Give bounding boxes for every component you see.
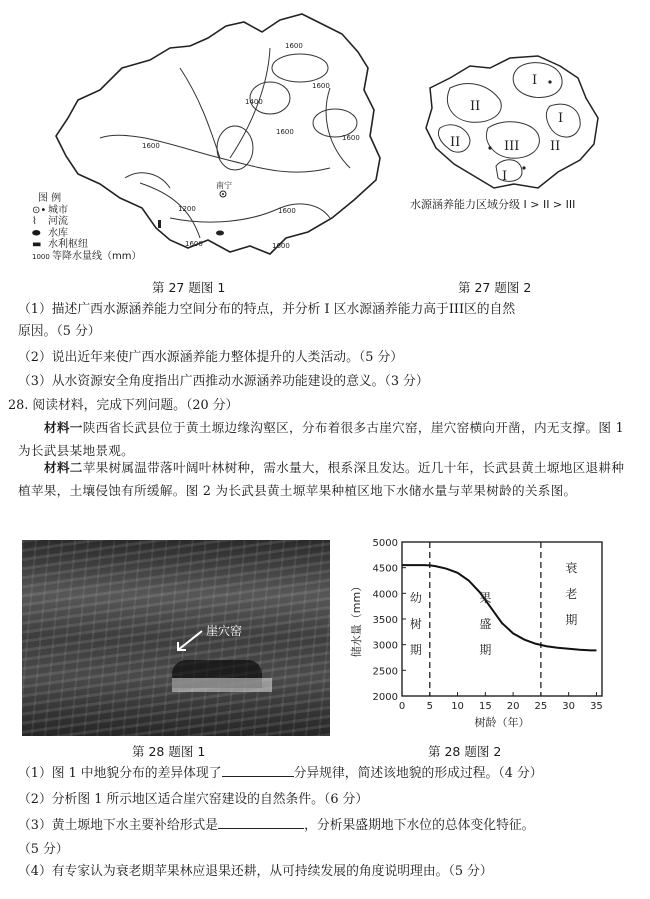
contour-label: 1600 (142, 142, 160, 150)
x-tick-label: 15 (478, 701, 492, 712)
q28-2: （2）分析图 1 所示地区适合崖穴窑建设的自然条件。（6 分） (18, 792, 369, 807)
zone-label: II (550, 139, 561, 154)
stage-label: 老 (565, 587, 578, 601)
cave-dwelling-photo (22, 540, 330, 736)
zone-note: 水源涵养能力区域分级 I > II > III (410, 198, 576, 211)
zone-label: II (470, 99, 481, 114)
material-1-label: 材料一 (44, 420, 83, 435)
fig28-1-caption: 第 28 题图 1 (132, 744, 206, 759)
dam-icon: ▬ (32, 239, 42, 250)
contour-label: 1600 (272, 242, 290, 250)
q27-1-line2: 原因。（5 分） (18, 324, 101, 339)
contour-label: 1400 (245, 98, 263, 106)
x-tick-label: 5 (426, 701, 433, 712)
stage-label: 果 (479, 591, 492, 605)
stage-label: 期 (479, 643, 492, 657)
contour-label: 1200 (178, 205, 196, 213)
q28-4: （4）有专家认为衰老期苹果林应退果还耕，从可持续发展的角度说明理由。（5 分） (18, 864, 493, 879)
cave-label: 崖穴窑 (206, 624, 243, 638)
y-tick-label: 4000 (372, 589, 398, 601)
y-tick-label: 2000 (372, 692, 398, 703)
y-tick-label: 4500 (372, 563, 398, 575)
stage-label: 衰 (565, 561, 578, 575)
contour-label: 1600 (285, 42, 303, 50)
stage-label: 幼 (409, 591, 422, 605)
storage-line (402, 565, 596, 650)
q28-1: （1）图 1 中地貌分布的差异体现了 分异规律，简述该地貌的形成过程。（4 分） (18, 766, 543, 781)
q27-2: （2）说出近年来使广西水源涵养能力整体提升的人类活动。（5 分） (18, 350, 404, 365)
material-2-text: 苹果树属温带落叶阔叶林树种，需水量大，根系深且发达。近几十年，长武县黄土塬地区退耕种植苹果，土壤侵蚀有所缓解。图 2 为长武县黄土塬苹果种植区地下水储水量与苹果树龄的关系图。 (18, 460, 625, 498)
contour-label: 1600 (312, 82, 330, 90)
legend-title: 图 例 (38, 193, 62, 204)
zone-label: I (502, 169, 508, 184)
x-axis-label: 树龄（年） (474, 716, 530, 729)
x-tick-label: 25 (534, 701, 548, 712)
y-tick-label: 3500 (372, 615, 398, 626)
fig28-2-caption: 第 28 题图 2 (428, 744, 502, 759)
y-axis-label: 储水量（mm） (350, 580, 363, 658)
y-tick-label: 5000 (372, 538, 398, 549)
q27-1-line1: （1）描述广西水源涵养能力空间分布的特点，并分析 I 区水源涵养能力高于III区的自然 (18, 302, 516, 317)
reservoir-icon: ⬬ (32, 227, 41, 239)
zone-label: I (558, 111, 564, 126)
groundwater-storage-chart (340, 534, 630, 734)
water-conservation-zone-map (410, 48, 615, 198)
city-icon: ⊙• (32, 204, 47, 216)
answer-blank (222, 764, 294, 777)
x-tick-label: 10 (451, 701, 464, 712)
material-2-label: 材料二 (44, 460, 83, 475)
contour-label: 1600 (185, 240, 203, 248)
q28-3-score: （5 分） (18, 842, 69, 857)
x-tick-label: 35 (590, 701, 603, 712)
stage-label: 期 (409, 643, 422, 657)
stage-label: 盛 (479, 617, 492, 631)
zone-label: I (532, 73, 538, 88)
contour-label: 1600 (278, 207, 296, 215)
q28-heading: 28. 阅读材料，完成下列问题。（20 分） (8, 398, 239, 413)
city-label: 南宁 (216, 181, 232, 190)
contour-label: 1600 (342, 134, 360, 142)
q28-3: （3）黄土塬地下水主要补给形式是 ，分析果盛期地下水位的总体变化特征。 (18, 818, 535, 833)
material-2 (18, 456, 626, 502)
fig27-2-caption: 第 27 题图 2 (458, 280, 532, 295)
zone-label: II (450, 135, 461, 150)
fig27-1-caption: 第 27 题图 1 (152, 280, 226, 295)
x-tick-label: 20 (506, 701, 520, 712)
stage-label: 树 (409, 617, 422, 631)
y-tick-label: 3000 (372, 640, 398, 652)
isohyet-icon: 1000 (32, 252, 50, 261)
answer-blank (218, 816, 304, 829)
stage-label: 期 (565, 613, 578, 627)
x-tick-label: 0 (398, 701, 406, 712)
q27-3: （3）从水资源安全角度指出广西推动水源涵养功能建设的意义。（3 分） (18, 374, 429, 389)
contour-label: 1600 (276, 128, 294, 136)
material-1-text: 陕西省长武县位于黄土塬边缘沟壑区，分布着很多古崖穴窑，崖穴窑横向开凿，内无支撑。图 1 为长武县某地景观。 (18, 420, 624, 458)
river-icon: ⌇ (32, 216, 37, 227)
x-tick-label: 30 (562, 701, 576, 712)
y-tick-label: 2500 (372, 666, 398, 678)
zone-label: III (504, 139, 520, 154)
map-legend: 图 例 ⊙• 城市 ⌇ 河流 ⬬ 水库 ▬ 水利枢纽 1000 等降水量线（mm） (32, 193, 142, 262)
